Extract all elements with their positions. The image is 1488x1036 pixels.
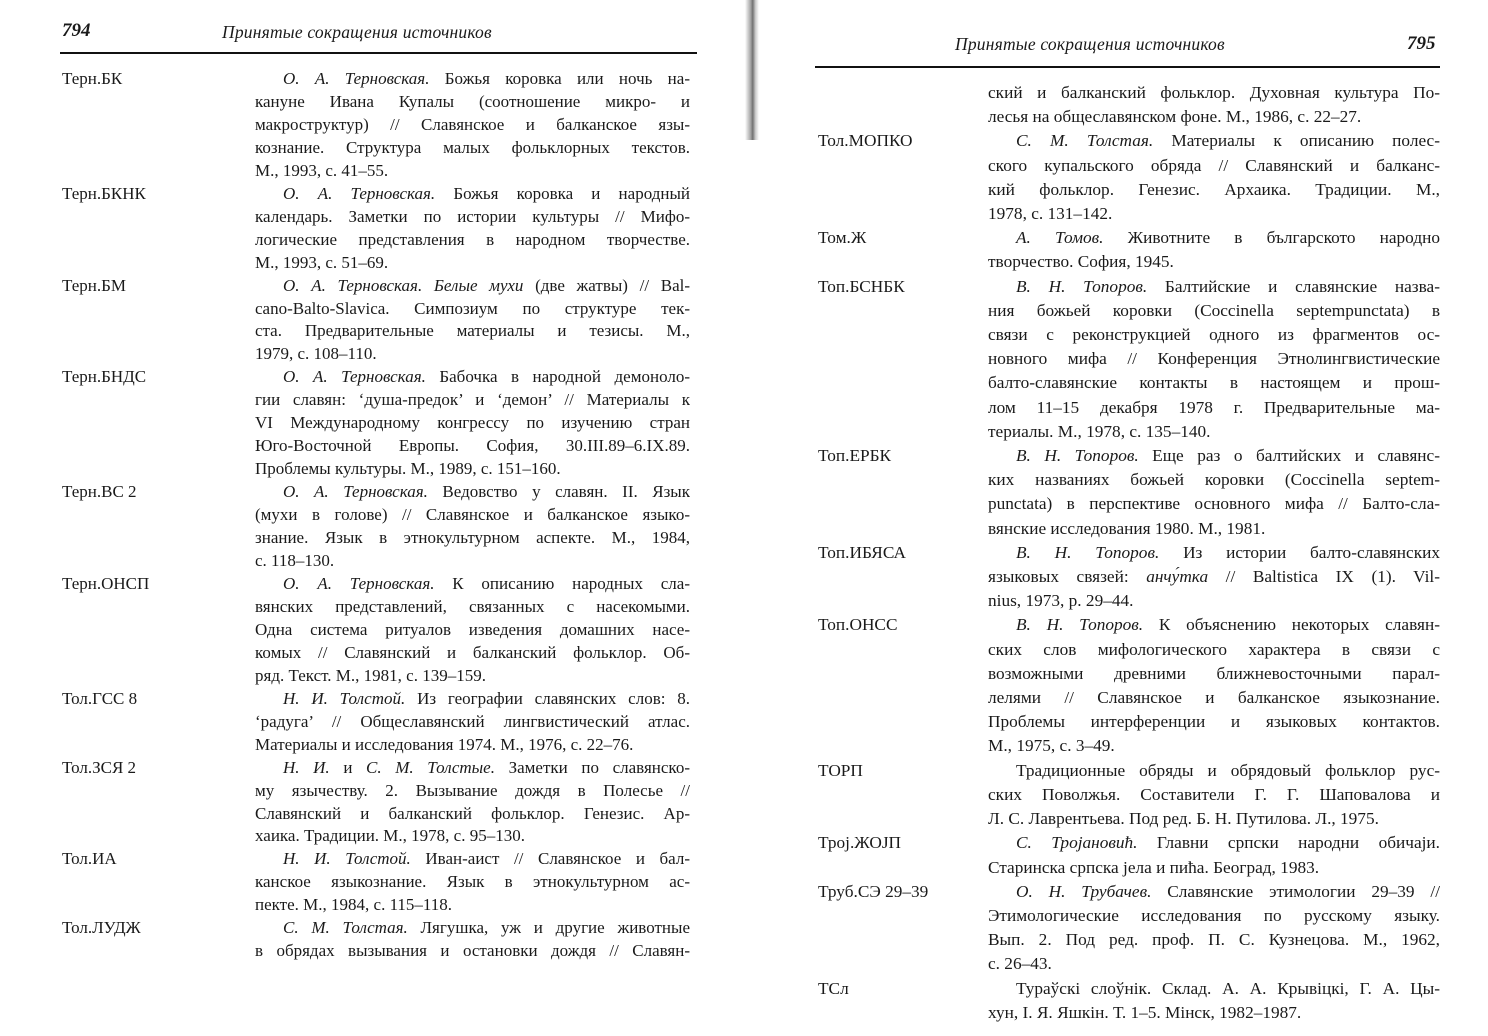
text-line [255, 573, 690, 596]
entry-abbreviation: Топ.БСНБК [818, 276, 905, 296]
running-header: Принятые сокращения источников [955, 34, 1225, 54]
bibliography-entry [818, 129, 1440, 226]
text-line: Этимологические исследования по русскому языку. [988, 905, 1440, 925]
running-header: Принятые сокращения источников [222, 22, 492, 42]
text-line: вянские исследования 1980. М., 1981. [988, 518, 1266, 538]
author-italic: О. А. Терновская. [283, 573, 435, 593]
text-line: punctata) в перспективе основного мифа // Балто-сла- [988, 494, 1440, 514]
entry-abbreviation: Тол.ГСС 8 [62, 688, 138, 708]
text-line: ский и балканский фольклор. Духовная культура По- [988, 83, 1440, 102]
page-number: 795 [1407, 33, 1436, 54]
text-line [255, 183, 690, 206]
bibliography-entry [62, 848, 690, 917]
text-segment: языковых связей: [988, 567, 1147, 587]
bibliography-entry [818, 81, 1440, 129]
text-line [988, 565, 1440, 589]
bibliography-entry [62, 68, 690, 183]
text-line: М., 1975, с. 3–49. [988, 736, 1115, 756]
bibliography-entry [818, 226, 1440, 274]
entry-text [988, 81, 1440, 129]
author-italic: анчу́тка [1146, 567, 1209, 587]
entry-text [255, 917, 690, 963]
bibliography-entry [818, 275, 1440, 444]
text-line: связи с реконструкцией одного из фрагментов ос- [988, 325, 1440, 345]
text-segment: К описанию народных сла- [434, 573, 690, 593]
entry-text [255, 848, 690, 917]
text-segment: Главни српски народни обичаjи. [1137, 833, 1440, 853]
text-line: комых // Славянский и балканский фольклор. Об- [255, 642, 690, 662]
bibliography-entry [818, 880, 1440, 977]
text-line: лесья на общеславянском фоне. М., 1986, с. 22–27. [988, 107, 1362, 127]
entry-abbreviation: Терн.ОНСП [62, 573, 150, 593]
text-line: М., 1993, с. 51–69. [255, 252, 389, 272]
text-segment: Божья коровка или ночь на- [429, 69, 690, 88]
text-line: VI Международному конгрессу по изучению стран [255, 413, 690, 433]
entry-text [255, 183, 690, 275]
author-italic: С. М. Толстая. [1016, 131, 1154, 151]
text-line: творчество. София, 1945. [988, 252, 1174, 272]
entry-text [255, 275, 690, 367]
entry-abbreviation: Том.Ж [818, 228, 867, 248]
text-segment: Лягушка, уж и другие животные [407, 918, 690, 938]
text-line: Проблемы культуры. М., 1989, с. 151–160. [255, 459, 561, 479]
bibliography-entry [62, 688, 690, 757]
text-line: вянских представлений, связанных с насекомыми. [255, 596, 690, 616]
author-italic: А. Томов. [1016, 228, 1104, 248]
text-line: Проблемы интерференции и языковых контактов. [988, 712, 1440, 732]
entries-list [818, 81, 1440, 1025]
author-italic: О. А. Терновская. [283, 482, 428, 502]
text-line [988, 226, 1440, 250]
entry-abbreviation: Топ.ОНСС [818, 615, 898, 635]
entry-abbreviation: ТСл [818, 978, 849, 998]
entry-text [255, 68, 690, 183]
text-line: cano-Balto-Slavica. Симпозиум по структуре тек- [255, 298, 690, 318]
text-line: логические представления в народном творчестве. [255, 229, 690, 249]
author-italic: О. А. Терновская. [283, 183, 436, 203]
text-line: Тураўскі слоўнік. Склад. А. А. Крывіцкі, Г. А. Цы- [1016, 978, 1440, 998]
text-segment: Из истории балто-славянских [1159, 542, 1440, 562]
text-line: пекте. М., 1984, с. 115–118. [255, 895, 453, 915]
text-line: nius, 1973, p. 29–44. [988, 591, 1134, 611]
text-segment: Из географии славянских слов: 8. [405, 688, 690, 708]
text-line: хаика. Традиции. М., 1978, с. 95–130. [255, 826, 525, 846]
text-line: с. 26–43. [988, 954, 1052, 974]
entry-abbreviation: Тол.ЗСЯ 2 [62, 757, 137, 777]
author-italic: Н. И. Толстой. [283, 849, 411, 869]
bibliography-entry [62, 183, 690, 275]
text-line: (мухи в голове) // Славянское и балканское языко- [255, 505, 690, 525]
text-line: гии славян: ‘душа-предок’ и ‘демон’ // Материалы к [255, 390, 690, 410]
text-line [255, 757, 690, 780]
entry-text [988, 275, 1440, 444]
entry-abbreviation: Тол.ИА [62, 849, 117, 869]
text-segment: Балтийские и славянские назва- [1147, 276, 1440, 296]
text-line: кануне Ивана Купалы (соотношение микро- и [255, 91, 690, 111]
text-line: 1978, с. 131–142. [988, 204, 1113, 224]
entry-abbreviation: Терн.БМ [62, 275, 127, 295]
text-line: ряд. Текст. М., 1981, с. 139–159. [255, 665, 486, 685]
text-line [255, 688, 690, 711]
text-segment: Славянские этимологии 29–39 // [1151, 881, 1440, 901]
text-line: в обрядах вызывания и остановки дождя // Славян- [255, 941, 690, 961]
author-italic: Н. И. [283, 757, 330, 777]
entry-text [255, 757, 690, 849]
text-line: ского купальского обряда // Славянский и балканс- [988, 155, 1440, 175]
author-italic: С. Трojановић. [1016, 833, 1138, 853]
author-italic: О. Н. Трубачев. [1016, 881, 1152, 901]
entry-abbreviation: Терн.ВС 2 [62, 482, 137, 502]
text-segment: Еще раз о балтийских и славянс- [1138, 446, 1440, 466]
bibliography-entry [818, 831, 1440, 879]
entry-text [988, 444, 1440, 541]
text-segment: Бабочка в народной демоноло- [425, 367, 690, 387]
entry-text [988, 129, 1440, 226]
author-italic: В. Н. Топоров. [1016, 542, 1160, 562]
bibliography-entry [818, 444, 1440, 541]
text-segment: Материалы к описанию полес- [1153, 131, 1440, 151]
text-line: ния божьей коровки (Coccinella septempunctata) в [988, 300, 1440, 320]
text-line: календарь. Заметки по истории культуры // Мифо- [255, 206, 690, 226]
bibliography-entry [62, 917, 690, 963]
entry-abbreviation: Терн.БКНК [62, 183, 146, 203]
text-line [988, 275, 1440, 299]
text-segment: Животните в българското народно [1103, 228, 1440, 248]
text-segment: и [329, 757, 367, 777]
bibliography-entry [818, 541, 1440, 614]
text-segment: К объяснению некоторых славян- [1143, 615, 1440, 635]
author-italic: С. М. Толстые. [366, 757, 495, 777]
entry-abbreviation: Терн.БК [62, 69, 123, 88]
text-line: ких названиях божьей коровки (Coccinella septem- [988, 470, 1440, 490]
entry-text [988, 613, 1440, 758]
author-italic: О. А. Терновская. [283, 69, 430, 88]
text-line [255, 68, 690, 91]
bibliography-entry [62, 275, 690, 367]
text-line: канское языкознание. Язык в этнокультурном ас- [255, 872, 690, 892]
text-line: балто-славянские контакты в настоящем и прош- [988, 373, 1440, 393]
entry-text [988, 226, 1440, 274]
text-line: знание. Язык в этнокультурном аспекте. М., 1984, [255, 528, 690, 548]
text-line: ‘радуга’ // Общеславянский лингвистический атлас. [255, 711, 690, 731]
text-line: ских Поволжья. Составители Г. Г. Шаповалова и [988, 784, 1440, 804]
text-line: кий фольклор. Генезис. Архаика. Традиции. М., [988, 179, 1440, 199]
entry-abbreviation: Топ.ИБЯСА [818, 542, 906, 562]
text-line: ских слов мифологического характера в связи с [988, 639, 1440, 659]
entry-text [988, 977, 1440, 1025]
entry-text [255, 573, 690, 688]
text-line [988, 129, 1440, 153]
text-line [988, 541, 1440, 565]
text-line [988, 831, 1440, 855]
text-line [988, 444, 1440, 468]
entry-text [988, 831, 1440, 879]
text-segment: Иван-аист // Славянское и бал- [410, 849, 690, 869]
bibliography-entry [62, 757, 690, 849]
text-line: Старинска српска jела и пића. Београд, 1983. [988, 857, 1320, 877]
text-line: Вып. 2. Под ред. проф. П. С. Кузнецова. М., 1962, [988, 930, 1440, 950]
entries-list [62, 68, 690, 963]
author-italic: В. Н. Топоров. [1016, 446, 1139, 466]
text-line: хун, І. Я. Яшкін. Т. 1–5. Мінск, 1982–1987. [988, 1002, 1302, 1022]
author-italic: О. А. Терновская. [283, 367, 426, 387]
page-number: 794 [62, 20, 91, 41]
author-italic: С. М. Толстая. [283, 918, 408, 938]
text-line [988, 880, 1440, 904]
bibliography-entry [818, 759, 1440, 832]
text-line: кознание. Структура малых фольклорных текстов. [255, 137, 690, 157]
text-segment: (две жатвы) // Bal- [523, 275, 690, 295]
entry-text [988, 880, 1440, 977]
entry-abbreviation: Тол.ЛУДЖ [62, 918, 141, 938]
text-line: М., 1993, с. 41–55. [255, 160, 389, 180]
entry-text [255, 688, 690, 757]
text-line: ста. Предварительные материалы и тезисы. М., [255, 321, 690, 341]
entry-abbreviation: ТОРП [818, 760, 863, 780]
text-line: Материалы и исследования 1974. М., 1976, с. 22–76. [255, 734, 634, 754]
author-italic: В. Н. Топоров. [1016, 615, 1144, 635]
entry-abbreviation: Тол.МОПКО [818, 131, 913, 151]
bibliography-entry [62, 481, 690, 573]
text-line: Традиционные обряды и обрядовый фольклор рус- [1016, 760, 1440, 780]
text-line [255, 275, 690, 298]
text-line [255, 481, 690, 504]
entry-text [255, 481, 690, 573]
text-line: макроструктур) // Славянское и балканское язы- [255, 114, 690, 134]
header-rule [60, 52, 697, 54]
text-line: му язычеству. 2. Вызывание дождя в Полесье // [255, 780, 690, 800]
text-segment: Божья коровка и народный [435, 183, 690, 203]
text-line: териалы. М., 1978, с. 135–140. [988, 421, 1211, 441]
text-segment: Заметки по славянско- [494, 757, 690, 777]
entry-text [988, 541, 1440, 614]
entry-abbreviation: Труб.СЭ 29–39 [818, 881, 929, 901]
text-segment: // Baltistica IX (1). Vil- [1208, 567, 1440, 587]
entry-abbreviation: Топ.ЕРБК [818, 446, 892, 466]
text-line: Л. С. Лаврентьева. Под ред. Б. Н. Путилова. Л., 1975. [988, 809, 1379, 829]
author-italic: В. Н. Топоров. [1016, 276, 1148, 296]
text-line: Славянский и балканский фольклор. Генезис. Ар- [255, 803, 690, 823]
text-line: Одна система ритуалов изведения домашних насе- [255, 619, 690, 639]
text-line: возможными древними ближневосточными парал- [988, 663, 1440, 683]
page-right [744, 0, 1488, 1036]
entry-text [255, 366, 690, 481]
text-line: лом 11–15 декабря 1978 г. Предварительные ма- [988, 397, 1440, 417]
author-italic: Н. И. Толстой. [283, 688, 406, 708]
bibliography-entry [62, 573, 690, 688]
text-line [255, 366, 690, 389]
author-italic: О. А. Терновская. Белые мухи [283, 275, 524, 295]
text-line: 1979, с. 108–110. [255, 344, 377, 364]
entry-abbreviation: Троj.ЖОЈП [818, 833, 902, 853]
entry-abbreviation: Терн.БНДС [62, 367, 147, 387]
text-segment: Ведовство у славян. II. Язык [427, 482, 690, 502]
text-line [988, 613, 1440, 637]
entry-text [988, 759, 1440, 832]
text-line: Юго-Восточной Европы. София, 30.III.89–6.IX.89. [255, 436, 690, 456]
header-rule [815, 66, 1440, 68]
text-line [255, 848, 690, 871]
text-line [255, 917, 690, 940]
bibliography-entry [62, 366, 690, 481]
text-line: лелями // Славянское и балканское языкознание. [988, 688, 1440, 708]
bibliography-entry [818, 977, 1440, 1025]
text-line: с. 118–130. [255, 551, 335, 571]
text-line: новного мифа // Конференция Этнолингвистические [988, 349, 1440, 369]
bibliography-entry [818, 613, 1440, 758]
